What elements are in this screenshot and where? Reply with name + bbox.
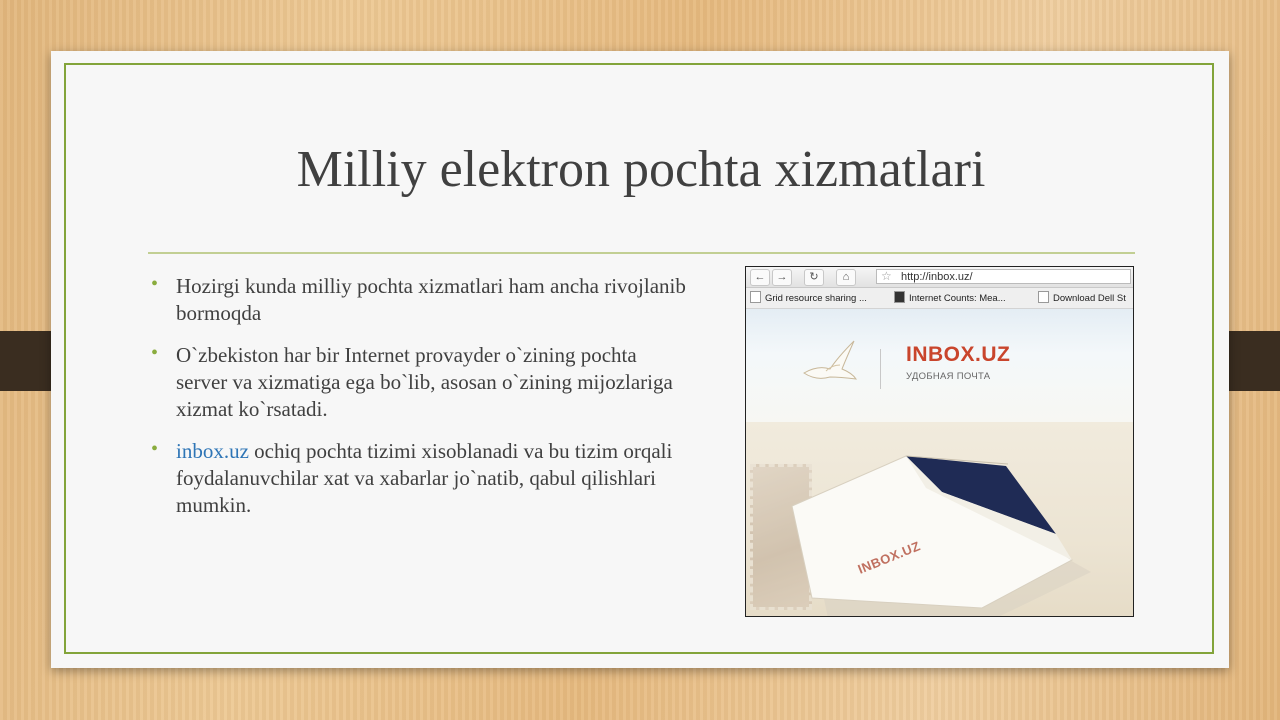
title-underline bbox=[148, 252, 1135, 254]
bullet-text: O`zbekiston har bir Internet provayder o`zining pochta server va xizmatiga ega bo`lib, asosan o`zining mijozlariga xizmat ko`rsatadi. bbox=[176, 343, 673, 421]
envelope-area bbox=[746, 422, 1133, 617]
bookmarks-bar bbox=[746, 288, 1133, 309]
page-icon bbox=[894, 291, 905, 303]
url-text: http://inbox.uz/ bbox=[901, 271, 973, 283]
banner-divider bbox=[880, 349, 881, 389]
star-icon: ☆ bbox=[881, 269, 892, 283]
bullet-item bbox=[146, 438, 686, 519]
bookmark-item: Grid resource sharing ... bbox=[750, 291, 867, 305]
bookmark-item: Internet Counts: Mea... bbox=[894, 291, 1006, 305]
inbox-screenshot bbox=[745, 266, 1134, 617]
forward-arrow-icon: → bbox=[772, 269, 792, 286]
page-icon bbox=[1038, 291, 1049, 303]
back-arrow-icon: ← bbox=[750, 269, 770, 286]
bullet-item bbox=[146, 342, 686, 423]
bullet-list bbox=[146, 273, 686, 534]
url-bar bbox=[876, 269, 1131, 284]
bullet-text: ochiq pochta tizimi xisoblanadi va bu tizim orqali foydalanuvchilar xat va xabarlar jo`natib, qabul qilishlari mumkin. bbox=[176, 439, 673, 517]
browser-navbar bbox=[746, 267, 1133, 288]
page-icon bbox=[750, 291, 761, 303]
bullet-text: Hozirgi kunda milliy pochta xizmatlari ham ancha rivojlanib bormoqda bbox=[176, 274, 686, 325]
envelope-brand: INBOX.UZ bbox=[855, 538, 923, 577]
home-icon: ⌂ bbox=[836, 269, 856, 286]
inbox-link[interactable]: inbox.uz bbox=[176, 439, 249, 463]
bullet-item bbox=[146, 273, 686, 327]
bookmark-item: Download Dell St bbox=[1038, 291, 1126, 305]
slide bbox=[51, 51, 1229, 668]
inbox-banner bbox=[746, 309, 1133, 422]
reload-icon: ↻ bbox=[804, 269, 824, 286]
envelope-image bbox=[746, 422, 1133, 617]
inbox-logo: INBOX.UZ bbox=[906, 343, 1011, 366]
inbox-tagline: УДОБНАЯ ПОЧТА bbox=[906, 371, 991, 382]
dove-icon bbox=[796, 335, 866, 385]
slide-title: Milliy elektron pochta xizmatlari bbox=[296, 141, 986, 198]
